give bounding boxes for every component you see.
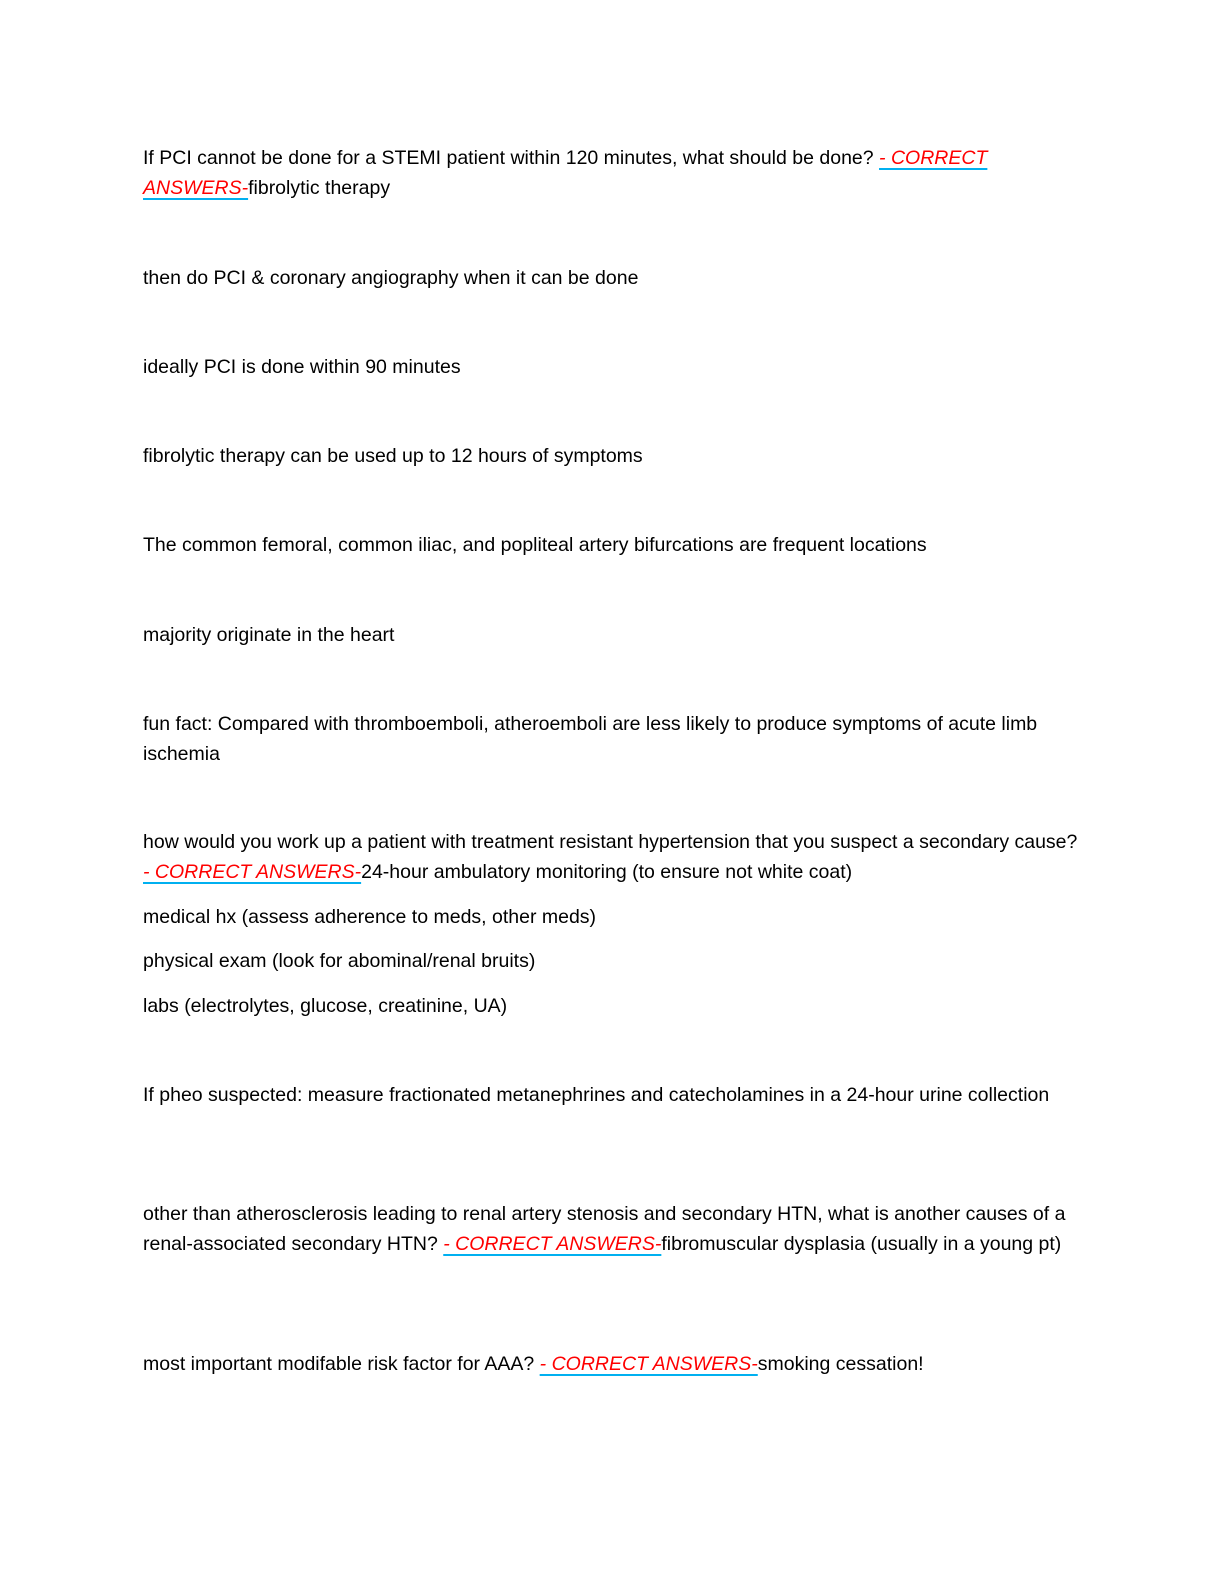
correct-answers-marker: - CORRECT ANSWERS-	[443, 1233, 662, 1255]
answer-text: 24-hour ambulatory monitoring (to ensure not white coat)	[361, 861, 853, 883]
note-line: The common femoral, common iliac, and popliteal artery bifurcations are frequent locations	[143, 534, 927, 556]
question-text: other than atherosclerosis leading to renal artery stenosis and secondary HTN, what is another causes of a renal-associated secondary HTN?	[143, 1203, 1066, 1255]
qa-block-resistant-htn	[143, 827, 1078, 887]
note-line: physical exam (look for abominal/renal bruits)	[143, 950, 536, 972]
answer-text: fibromuscular dysplasia (usually in a young pt)	[661, 1233, 1062, 1255]
correct-answers-marker: - CORRECT ANSWERS-	[539, 1353, 758, 1375]
note-line: majority originate in the heart	[143, 624, 395, 646]
note-line: then do PCI & coronary angiography when it can be done	[143, 267, 639, 289]
question-text: If PCI cannot be done for a STEMI patient within 120 minutes, what should be done?	[143, 147, 880, 169]
correct-answers-marker: - CORRECT ANSWERS-	[143, 147, 988, 199]
note-line: labs (electrolytes, glucose, creatinine, UA)	[143, 995, 508, 1017]
question-text: most important modifable risk factor for AAA?	[143, 1353, 540, 1375]
qa-block-aaa-risk	[143, 1349, 1078, 1379]
answer-text: fibrolytic therapy	[248, 177, 391, 199]
answer-text: smoking cessation!	[757, 1353, 924, 1375]
qa-block-renal-htn	[143, 1199, 1078, 1259]
note-line: fibrolytic therapy can be used up to 12 hours of symptoms	[143, 445, 643, 467]
note-line: fun fact: Compared with thromboemboli, atheroemboli are less likely to produce symptoms of acute limb ischemia	[143, 713, 1038, 765]
note-line: medical hx (assess adherence to meds, other meds)	[143, 906, 597, 928]
note-line: ideally PCI is done within 90 minutes	[143, 356, 461, 378]
question-text: how would you work up a patient with treatment resistant hypertension that you suspect a secondary cause?	[143, 831, 1078, 853]
qa-block-stemi-pci	[143, 143, 1078, 203]
note-line: If pheo suspected: measure fractionated metanephrines and catecholamines in a 24-hour urine collection	[143, 1084, 1050, 1106]
correct-answers-marker: - CORRECT ANSWERS-	[143, 861, 362, 883]
